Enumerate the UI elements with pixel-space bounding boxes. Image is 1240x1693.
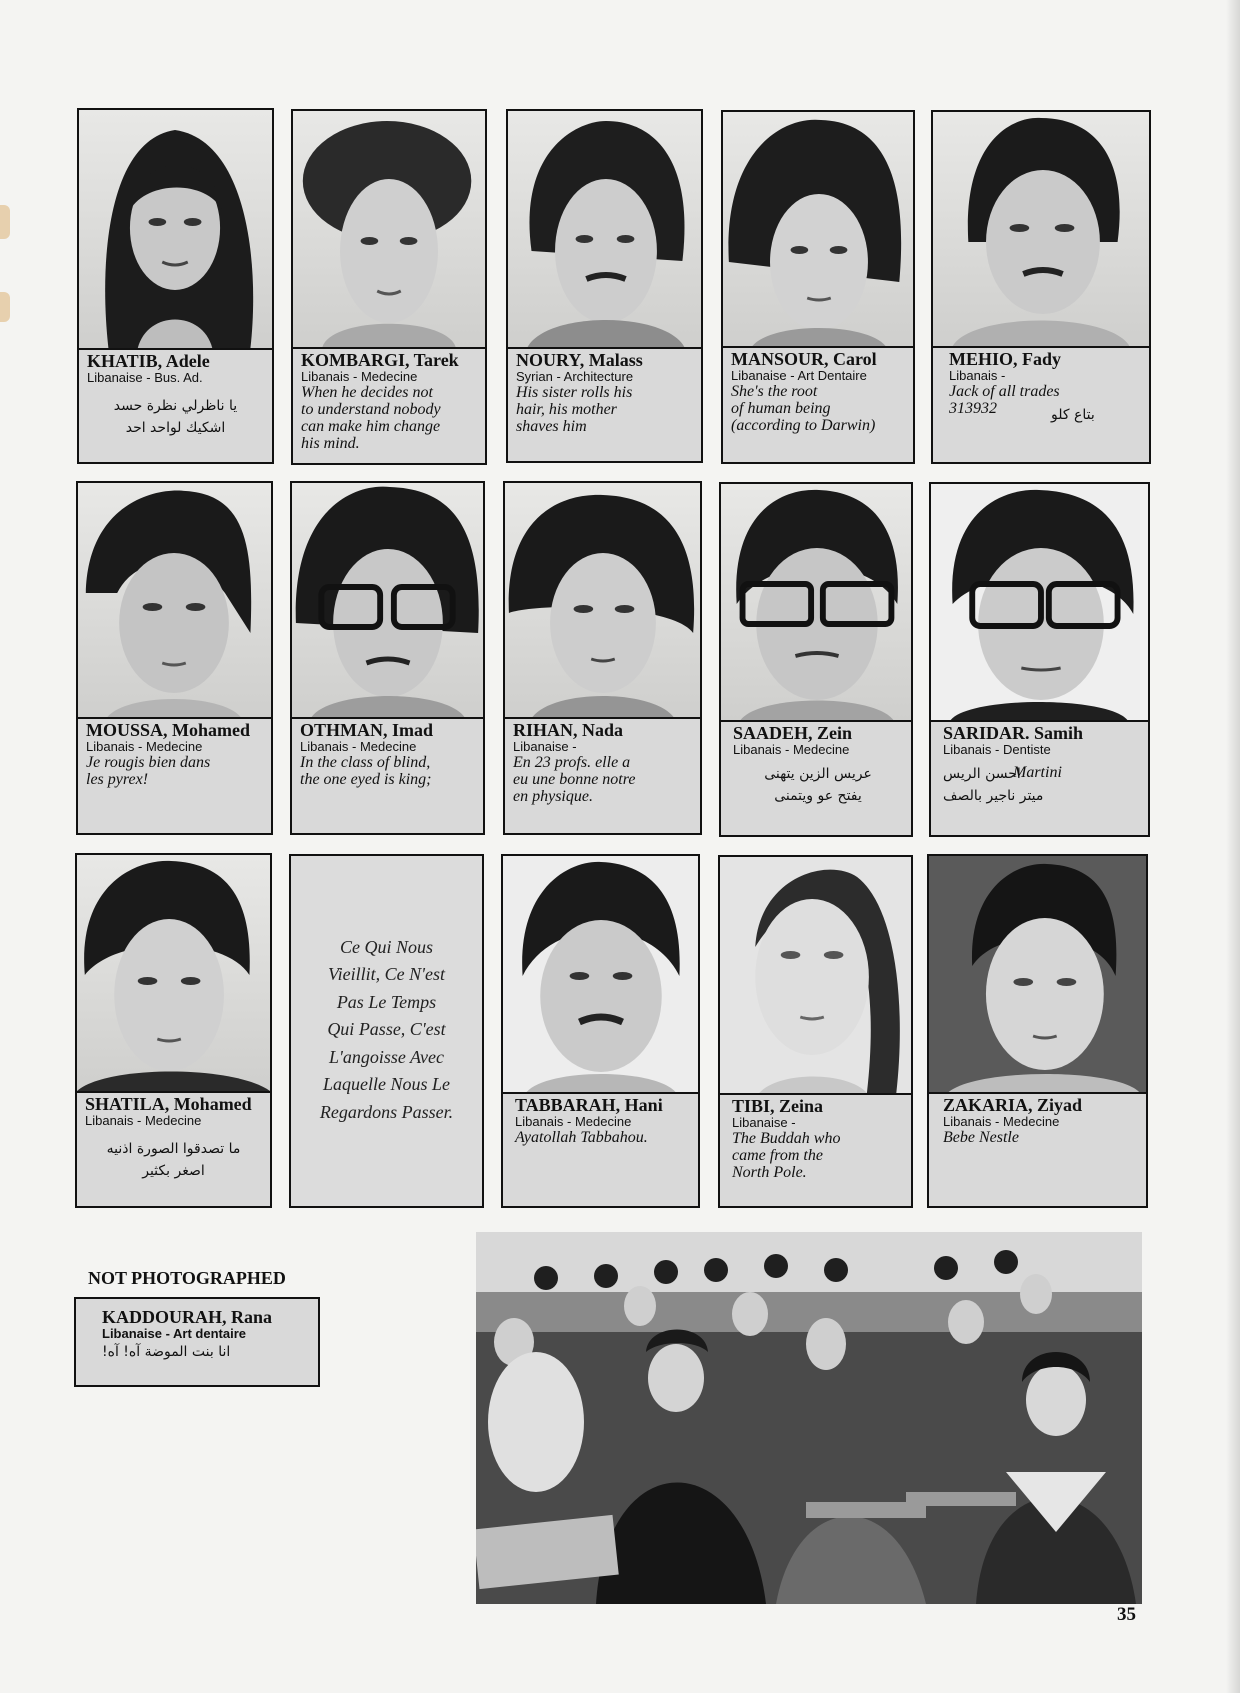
student-caption — [78, 715, 271, 833]
student-name: KHATIB, Adele — [87, 351, 210, 371]
student-nationality-field: Libanaise - Art Dentaire — [731, 368, 867, 383]
student-card — [501, 854, 700, 1208]
student-name: TABBARAH, Hani — [515, 1095, 663, 1115]
student-photo — [292, 483, 483, 719]
student-name: SAADEH, Zein — [733, 723, 853, 743]
student-card — [719, 482, 913, 837]
paper-stain — [0, 292, 10, 322]
student-photo — [79, 110, 272, 350]
student-card — [75, 853, 272, 1208]
student-card — [77, 108, 274, 464]
student-name: KOMBARGI, Tarek — [301, 350, 459, 370]
student-quote: When he decides not to understand nobody can make him change his mind. — [301, 384, 441, 452]
student-name: MEHIO, Fady — [949, 349, 1062, 369]
student-name: KADDOURAH, Rana — [102, 1307, 273, 1327]
student-caption — [933, 344, 1149, 462]
student-name: MANSOUR, Carol — [731, 349, 877, 369]
student-nationality-field: Libanaise - Art dentaire — [102, 1326, 246, 1341]
student-caption — [79, 346, 272, 462]
student-quote: Je rougis bien dans les pyrex! — [86, 754, 211, 788]
student-card — [291, 109, 487, 465]
student-name: OTHMAN, Imad — [300, 720, 434, 740]
student-name: SHATILA, Mohamed — [85, 1094, 252, 1114]
student-photo — [931, 484, 1148, 722]
student-nationality-field: Libanaise - — [732, 1115, 796, 1130]
student-photo — [721, 484, 911, 722]
student-quote: Jack of all trades 313932 — [949, 383, 1060, 417]
student-photo — [508, 111, 701, 349]
student-card — [927, 854, 1148, 1208]
student-caption — [720, 1091, 911, 1206]
student-caption — [503, 1090, 698, 1206]
student-name: RIHAN, Nada — [513, 720, 624, 740]
not-photographed-heading: NOT PHOTOGRAPHED — [88, 1268, 286, 1288]
student-name: NOURY, Malass — [516, 350, 643, 370]
student-quote: The Buddah who came from the North Pole. — [732, 1130, 841, 1181]
student-nationality-field: Libanais - Medecine — [943, 1114, 1060, 1129]
student-quote-arabic: احسن الريس ميتر ناجير بالصف — [943, 766, 1044, 804]
student-nationality-field: Libanais - Medecine — [515, 1114, 632, 1129]
student-card — [503, 481, 702, 835]
student-nationality-field: Libanais - Medecine — [301, 369, 418, 384]
student-quote: Ayatollah Tabbahou. — [515, 1129, 648, 1146]
student-photo — [929, 856, 1146, 1094]
student-nationality-field: Libanaise - — [513, 739, 577, 754]
student-photo — [720, 857, 911, 1095]
student-nationality-field: Libanais - Medecine — [733, 742, 850, 757]
student-photo — [933, 112, 1149, 348]
student-caption — [293, 345, 485, 463]
student-name: MOUSSA, Mohamed — [86, 720, 251, 740]
student-photo — [77, 855, 270, 1093]
quote-card — [289, 854, 484, 1208]
student-nationality-field: Syrian - Architecture — [516, 369, 634, 384]
student-photo — [723, 112, 913, 348]
page-number: 35 — [1117, 1604, 1136, 1625]
student-quote-arabic: عريس الزين يتهنى يفتح عو ويتمنى — [764, 766, 872, 804]
student-nationality-field: Libanais - Dentiste — [943, 742, 1051, 757]
student-name: ZAKARIA, Ziyad — [943, 1095, 1083, 1115]
student-card — [506, 109, 703, 463]
student-caption — [508, 345, 701, 461]
french-quote: Ce Qui Nous Vieillit, Ce N'est Pas Le Temps Qui Passe, C'est L'angoisse Avec Laquelle Nous Le Regardons Passer. — [319, 936, 454, 1122]
paper-stain — [0, 205, 10, 239]
student-nationality-field: Libanais - Medecine — [85, 1113, 202, 1128]
student-photo — [293, 111, 485, 349]
student-card — [929, 482, 1150, 837]
student-caption — [723, 344, 913, 462]
student-nationality-field: Libanais - Medecine — [86, 739, 203, 754]
not-photographed-card — [74, 1297, 320, 1387]
student-caption — [292, 715, 483, 833]
student-photo — [505, 483, 700, 719]
student-caption — [929, 1090, 1146, 1206]
student-nationality-field: Libanaise - Bus. Ad. — [87, 370, 203, 385]
student-caption — [77, 1089, 270, 1206]
student-quote: She's the root of human being (according to Darwin) — [731, 383, 876, 434]
page-edge-shadow — [1226, 0, 1240, 1693]
student-photo — [503, 856, 698, 1094]
student-caption — [931, 718, 1148, 835]
student-quote-arabic: يا ناظرلي نظرة حسد اشكيك لواحد احد — [113, 398, 238, 436]
student-caption — [505, 715, 700, 833]
student-nationality-field: Libanais - — [949, 368, 1006, 383]
student-card — [931, 110, 1151, 464]
student-quote: Bebe Nestle — [943, 1129, 1019, 1146]
student-card — [718, 855, 913, 1208]
student-card — [290, 481, 485, 835]
student-quote-arabic: بتاع كلو — [1051, 407, 1095, 423]
student-photo — [78, 483, 271, 719]
student-caption — [721, 718, 911, 835]
student-name: SARIDAR. Samih — [943, 723, 1084, 743]
student-quote-arabic: انا بنت الموضة آه! آه! — [102, 1344, 231, 1360]
classroom-group-photo — [476, 1232, 1142, 1604]
student-name: TIBI, Zeina — [732, 1096, 824, 1116]
student-card — [76, 481, 273, 835]
student-quote: En 23 profs. elle a eu une bonne notre en physique. — [513, 754, 636, 805]
student-quote: His sister rolls his hair, his mother shaves him — [516, 384, 633, 435]
student-nationality-field: Libanais - Medecine — [300, 739, 417, 754]
student-quote-arabic: ما تصدقوا الصورة اذنيه اصغر بكثير — [106, 1141, 241, 1179]
student-card — [721, 110, 915, 464]
student-quote: In the class of blind, the one eyed is king; — [300, 754, 432, 788]
student-quote: Martini — [1013, 764, 1062, 781]
